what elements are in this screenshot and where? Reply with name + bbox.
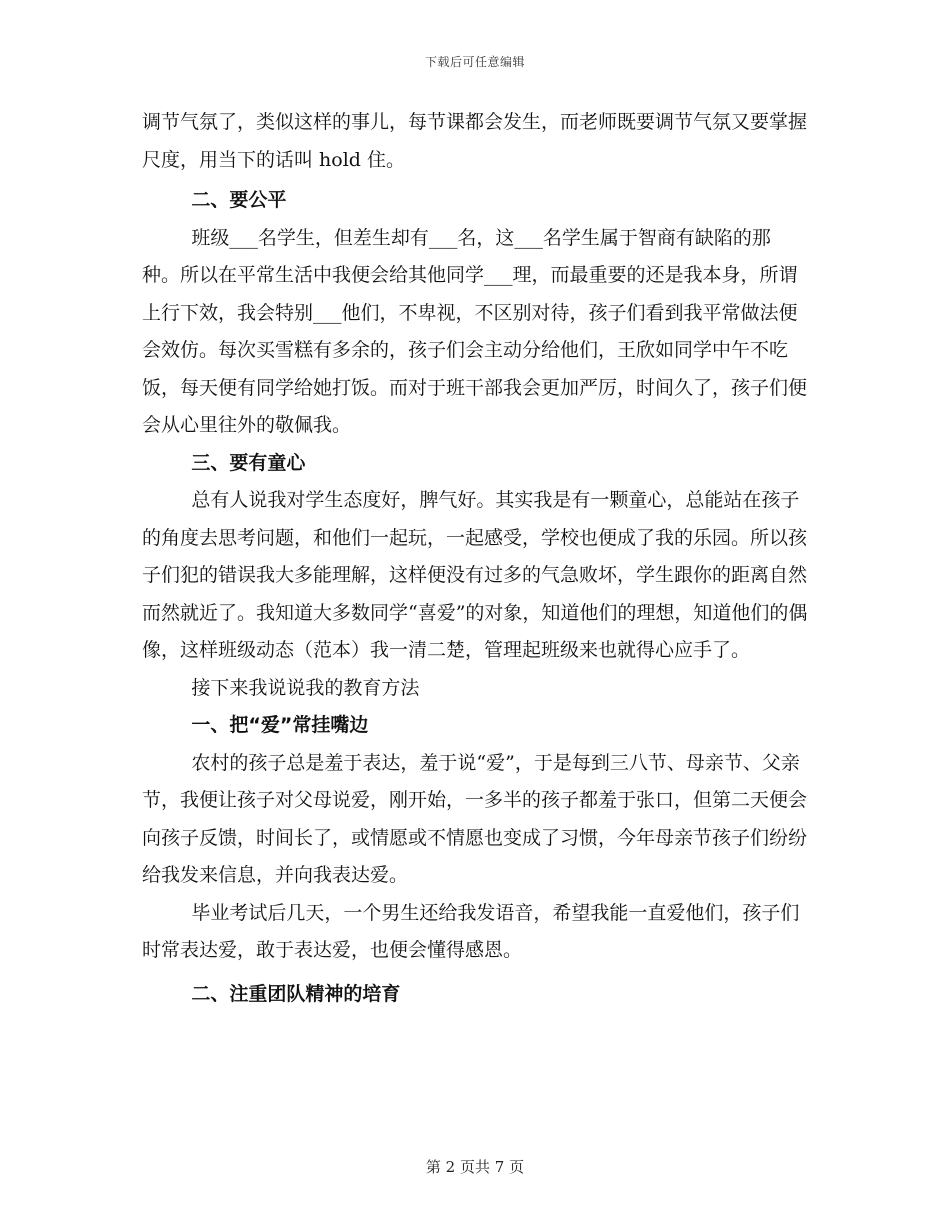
section-heading: 二、注重团队精神的培育 — [191, 982, 401, 1005]
body-paragraph: 调节气氛了，类似这样的事儿，每节课都会发生，而老师既要调节气氛又要掌握尺度，用当下的话叫 hold 住。 — [142, 111, 808, 171]
page-footer: 第 2 页共 7 页 — [425, 1158, 525, 1176]
body-paragraph: 总有人说我对学生态度好，脾气好。其实我是有一颗童心，总能站在孩子的角度去思考问题，和他们一起玩，一起感受，学校也便成了我的乐园。所以孩子们犯的错误我大多能理解，这样便没有过多的气急败坏，学生跟你的距离自然而然就近了。我知道大多数同学“喜爱”的对象，知道他们的理想，知道他们的偶像，这样班级动态（范本）我一清二楚，管理起班级来也就得心应手了。 — [142, 489, 808, 661]
body-paragraph: 农村的孩子总是羞于表达，羞于说“爱”，于是每到三八节、母亲节、父亲节，我便让孩子对父母说爱，刚开始，一多半的孩子都羞于张口，但第二天便会向孩子反馈，时间长了，或情愿或不情愿也变成了习惯，今年母亲节孩子们纷纷给我发来信息，并向我表达爱。 — [142, 751, 808, 886]
document-body — [142, 104, 808, 1013]
section-heading: 一、把“爱”常挂嘴边 — [191, 714, 369, 736]
body-paragraph: 接下来我说说我的教育方法 — [191, 676, 420, 699]
body-paragraph: 毕业考试后几天，一个男生还给我发语音，希望我能一直爱他们，孩子们时常表达爱，敢于表达爱，也便会懂得感恩。 — [142, 901, 800, 961]
page-header: 下载后可任意编辑 — [424, 55, 525, 69]
section-heading: 三、要有童心 — [191, 451, 306, 474]
body-paragraph: 班级___名学生，但差生却有___名，这___名学生属于智商有缺陷的那种。所以在平常生活中我便会给其他同学___理，而最重要的还是我本身，所谓上行下效，我会特别___他们，不卑视，不区别对待，孩子们看到我平常做法便会效仿。每次买雪糕有多余的，孩子们会主动分给他们，王欣如同学中午不吃饭，每天便有同学给她打饭。而对于班干部我会更加严厉，时间久了，孩子们便会从心里往外的敬佩我。 — [142, 226, 808, 436]
section-heading: 二、要公平 — [191, 189, 287, 211]
